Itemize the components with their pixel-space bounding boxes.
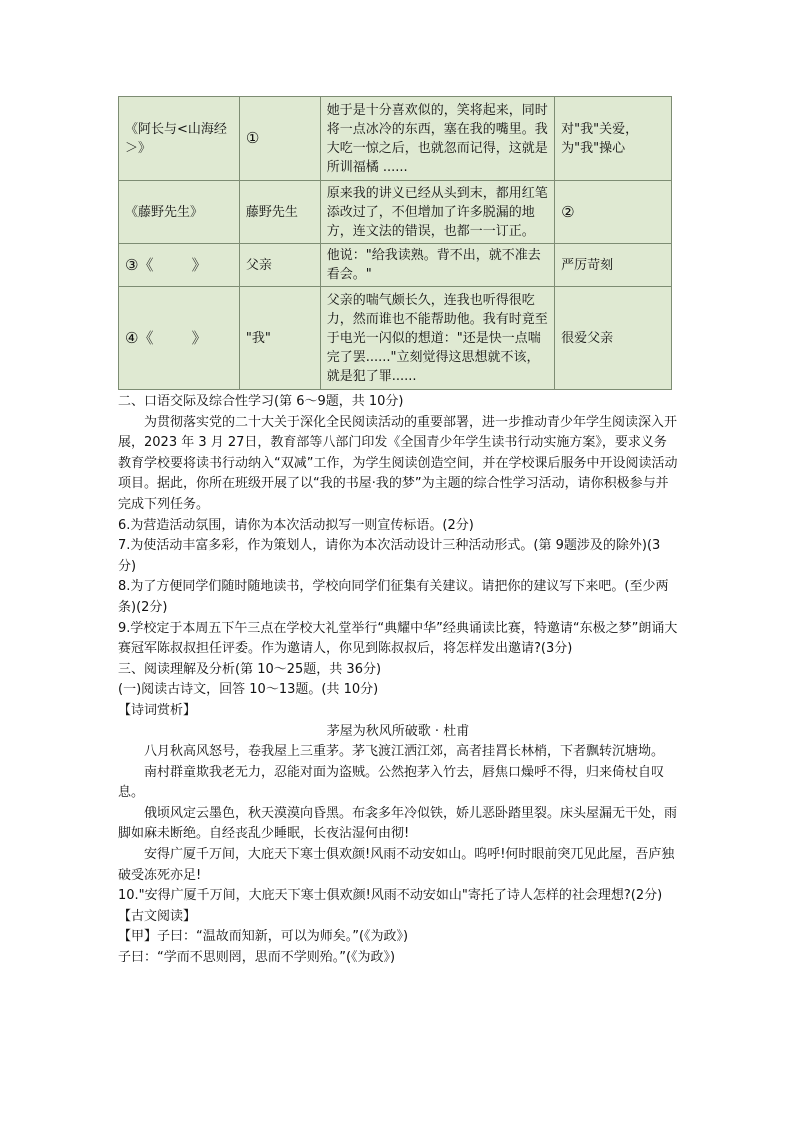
- poem-label: 【诗词赏析】: [118, 702, 197, 718]
- person-cell: "我": [239, 287, 320, 390]
- literature-table: [118, 96, 672, 390]
- person-cell: 藤野先生: [239, 181, 320, 244]
- poem-title: 茅屋为秋风所破歌 · 杜甫: [326, 723, 470, 739]
- prose-line: 子曰：“学而不思则罔，思而不学则殆。”(《为政》): [118, 950, 396, 966]
- section-heading: 二、口语交际及综合性学习(第 6～9题，共 10分): [118, 394, 404, 409]
- question-10: 10."安得广厦千万间，大庇天下寒士俱欢颜!风雨不动安如山"寄托了诗人怎样的社会理想?(2分): [118, 888, 663, 904]
- quote-cell: 他说："给我读熟。背不出，就不准去看会。": [320, 244, 554, 287]
- work-cell: ④《 》: [119, 287, 240, 390]
- work-cell: 《阿长与<山海经 ＞》: [119, 97, 240, 181]
- poem-stanza: 安得广厦千万间，大庇天下寒士俱欢颜!风雨不动安如山。呜呼!何时眼前突兀见此屋，吾庐独破受冻死亦足!: [118, 847, 675, 883]
- table-row: [119, 244, 672, 287]
- work-cell: 《藤野先生》: [119, 181, 240, 244]
- quote-cell: 她于是十分喜欢似的，笑将起来，同时将一点冰冷的东西，塞在我的嘴里。我大吃一惊之后，也就忽而记得，这就是所训福橘 ......: [320, 97, 554, 181]
- question-8: 8.为了方便同学们随时随地读书，学校向同学们征集有关建议。请把你的建议写下来吧。(至少两条)(2分): [118, 579, 669, 615]
- subsection-heading: (一)阅读古诗文，回答 10～13题。(共 10分): [118, 682, 379, 698]
- quote-cell: 原来我的讲义已经从头到末，都用红笔添改过了，不但增加了许多脱漏的地方，连文法的错误，也都一一订正。: [320, 181, 554, 244]
- poem-stanza: 南村群童欺我老无力，忍能对面为盗贼。公然抱茅入竹去，唇焦口燥呼不得，归来倚杖自叹息。: [118, 764, 665, 801]
- question-6: 6.为营造活动氛围，请你为本次活动拟写一则宣传标语。(2分): [118, 517, 474, 533]
- feeling-cell: 对"我"关爱，为"我"操心: [555, 97, 672, 181]
- person-cell: ①: [239, 97, 320, 181]
- table-row: [119, 287, 672, 390]
- work-cell: ③《 》: [119, 244, 240, 287]
- quote-cell: 父亲的喘气颇长久，连我也听得很吃力，然而谁也不能帮助他。我有时竟至于电光一闪似的想道："还是快一点喘完了罢......"立刻觉得这思想就不该，就是犯了罪......: [320, 287, 554, 390]
- prose-label: 【古文阅读】: [118, 908, 197, 924]
- question-9: 9.学校定于本周五下午三点在学校大礼堂举行“典耀中华”经典诵读比赛，特邀请“东极之梦”朗诵大赛冠军陈叔叔担任评委。作为邀请人，你见到陈叔叔后，将怎样发出邀请?(3分): [118, 620, 678, 657]
- feeling-cell: ②: [555, 181, 672, 244]
- table-row: [119, 97, 672, 181]
- table-row: [119, 181, 672, 244]
- poem-stanza: 八月秋高风怒号，卷我屋上三重茅。茅飞渡江洒江郊，高者挂罥长林梢，下者飘转沉塘坳。: [144, 744, 665, 760]
- question-7: 7.为使活动丰富多彩，作为策划人，请你为本次活动设计三种活动形式。(第 9题涉及的除外)(3分): [118, 538, 661, 574]
- intro-paragraph: 为贯彻落实党的二十大关于深化全民阅读活动的重要部署，进一步推动青少年学生阅读深入开展，2023 年 3 月 27日，教育部等八部门印发《全国青少年学生读书行动实施方案》，要求义务教育学校要将读书行动纳入“双减”工作，为学生阅读创造空间，并在学校课后服务中开设阅读活动项目。据此，你所在班级开展了以“我的书屋·我的梦”为主题的综合性学习活动，请你积极参与并完成下列任务。: [118, 414, 678, 512]
- feeling-cell: 严厉苛刻: [555, 244, 672, 287]
- prose-line: 【甲】子曰：“温故而知新，可以为师矣。”(《为政》): [118, 929, 409, 945]
- feeling-cell: 很爱父亲: [555, 287, 672, 390]
- poem-stanza: 俄顷风定云墨色，秋天漠漠向昏黑。布衾多年冷似铁，娇儿恶卧踏里裂。床头屋漏无干处，雨脚如麻未断绝。自经丧乱少睡眠，长夜沾湿何由彻!: [118, 805, 678, 842]
- question-text: [118, 392, 678, 969]
- person-cell: 父亲: [239, 244, 320, 287]
- section-heading: 三、阅读理解及分析(第 10～25题，共 36分): [118, 661, 382, 677]
